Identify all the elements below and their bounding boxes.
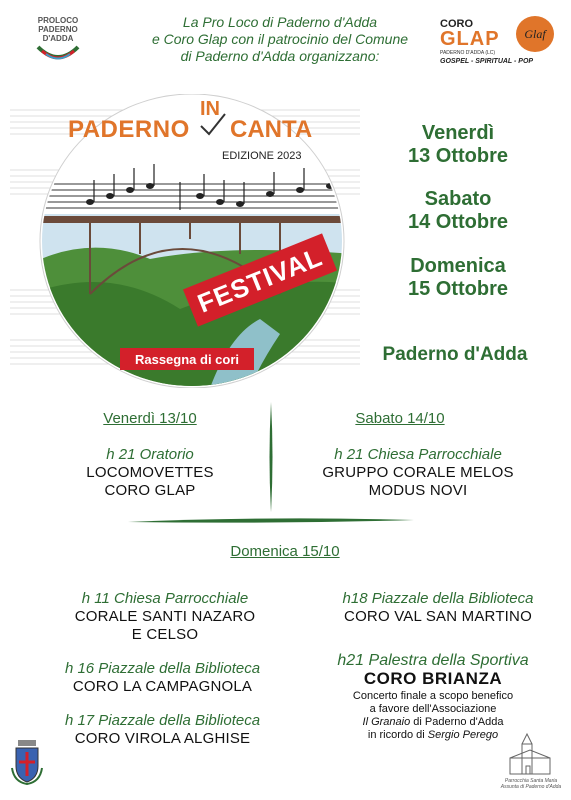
glap-badge-icon: Glaf xyxy=(516,16,554,52)
badge-title-paderno: PADERNO xyxy=(68,116,190,143)
sunday-slot-2 xyxy=(40,660,285,696)
date-saturday-date: 14 Ottobre xyxy=(407,211,509,233)
sunday-slot-1-name-1: CORALE SANTI NAZARO xyxy=(74,608,256,625)
final-note-granaio: Il Granaio xyxy=(362,716,411,728)
friday-heading: Venerdì 13/10 xyxy=(103,410,197,427)
sunday-slot-3 xyxy=(40,712,285,748)
glap-coro-label: CORO xyxy=(440,18,473,30)
saturday-time: h 21 Chiesa Parrocchiale xyxy=(334,446,502,463)
sunday-slot-1 xyxy=(50,590,280,644)
date-sunday xyxy=(378,255,538,301)
date-sunday-day: Domenica xyxy=(410,255,506,277)
final-note-person: Sergio Perego xyxy=(427,729,499,741)
date-sunday-date: 15 Ottobre xyxy=(407,278,509,300)
proloco-logo xyxy=(30,16,86,64)
sunday-slot-5 xyxy=(308,652,558,742)
date-friday xyxy=(378,122,538,168)
date-friday-date: 13 Ottobre xyxy=(407,145,509,167)
intro-line-1: La Pro Loco di Paderno d'Adda xyxy=(182,14,378,30)
sunday-slot-4-name: CORO VAL SAN MARTINO xyxy=(344,608,532,625)
coro-glap-logo xyxy=(440,16,560,68)
sunday-slot-3-name: CORO VIROLA ALGHISE xyxy=(74,730,251,747)
intro-line-3: di Paderno d'Adda organizzano: xyxy=(180,48,380,64)
date-saturday xyxy=(378,188,538,234)
municipal-crest-icon xyxy=(10,738,44,786)
festival-ribbon: FESTIVAL xyxy=(183,233,337,326)
saturday-slot xyxy=(298,446,538,500)
badge-edition: EDIZIONE 2023 xyxy=(222,150,302,162)
saturday-choir-1: GRUPPO CORALE MELOS xyxy=(322,464,514,481)
checkmark-icon xyxy=(198,112,228,138)
sunday-slot-2-time: h 16 Piazzale della Biblioteca xyxy=(64,660,261,677)
friday-choir-1: LOCOMOVETTES xyxy=(86,464,214,481)
glap-sub: PADERNO D'ADDA (LC) xyxy=(440,50,496,56)
date-saturday-day: Sabato xyxy=(424,188,492,210)
intro-text xyxy=(110,14,450,65)
friday-choir-2: CORO GLAP xyxy=(104,482,196,499)
glap-genres: GOSPEL - SPIRITUAL - POP xyxy=(440,58,534,65)
final-note-line-1: Concerto finale a scopo benefico xyxy=(352,690,514,702)
saturday-heading: Sabato 14/10 xyxy=(355,410,445,427)
sunday-slot-2-name: CORO LA CAMPAGNOLA xyxy=(72,678,253,695)
sunday-heading: Domenica 15/10 xyxy=(230,543,340,560)
sunday-slot-3-time: h 17 Piazzale della Biblioteca xyxy=(64,712,261,729)
saturday-choir-2: MODUS NOVI xyxy=(368,482,468,499)
sunday-slot-5-name: CORO BRIANZA xyxy=(363,669,503,688)
final-note-line-4-lead: in ricordo di xyxy=(367,729,428,741)
glap-name: GLAP xyxy=(440,28,500,50)
vertical-divider xyxy=(268,402,274,512)
proloco-swoosh-icon xyxy=(30,43,86,65)
intro-line-2: e Coro Glap con il patrocinio del Comune xyxy=(151,31,409,47)
badge-title-canta: CANTA xyxy=(230,116,313,143)
sunday-slot-1-time: h 11 Chiesa Parrocchiale xyxy=(81,590,249,607)
badge-in-text: IN xyxy=(200,98,220,120)
friday-slot xyxy=(50,446,250,500)
rassegna-label: Rassegna di cori xyxy=(120,348,254,370)
sunday-slot-4 xyxy=(318,590,558,626)
place-title: Paderno d'Adda xyxy=(382,344,528,365)
festival-badge xyxy=(30,94,354,388)
final-note-line-3 xyxy=(308,716,558,729)
final-note-line-3-rest: di Paderno d'Adda xyxy=(410,716,504,728)
sunday-slot-4-time: h18 Piazzale della Biblioteca xyxy=(342,590,534,607)
parish-caption: Parrocchia Santa Maria Assunta di Paderno d'Adda xyxy=(500,778,562,790)
proloco-logo-text: PROLOCO PADERNO D'ADDA xyxy=(37,16,79,43)
sunday-slot-5-time: h21 Palestra della Sportiva xyxy=(337,652,529,669)
date-friday-day: Venerdì xyxy=(421,122,495,144)
sunday-slot-1-name-2: E CELSO xyxy=(131,626,199,643)
final-note-line-2: a favore dell'Associazione xyxy=(369,703,497,715)
friday-time: h 21 Oratorio xyxy=(106,446,194,463)
horizontal-divider xyxy=(128,514,414,528)
